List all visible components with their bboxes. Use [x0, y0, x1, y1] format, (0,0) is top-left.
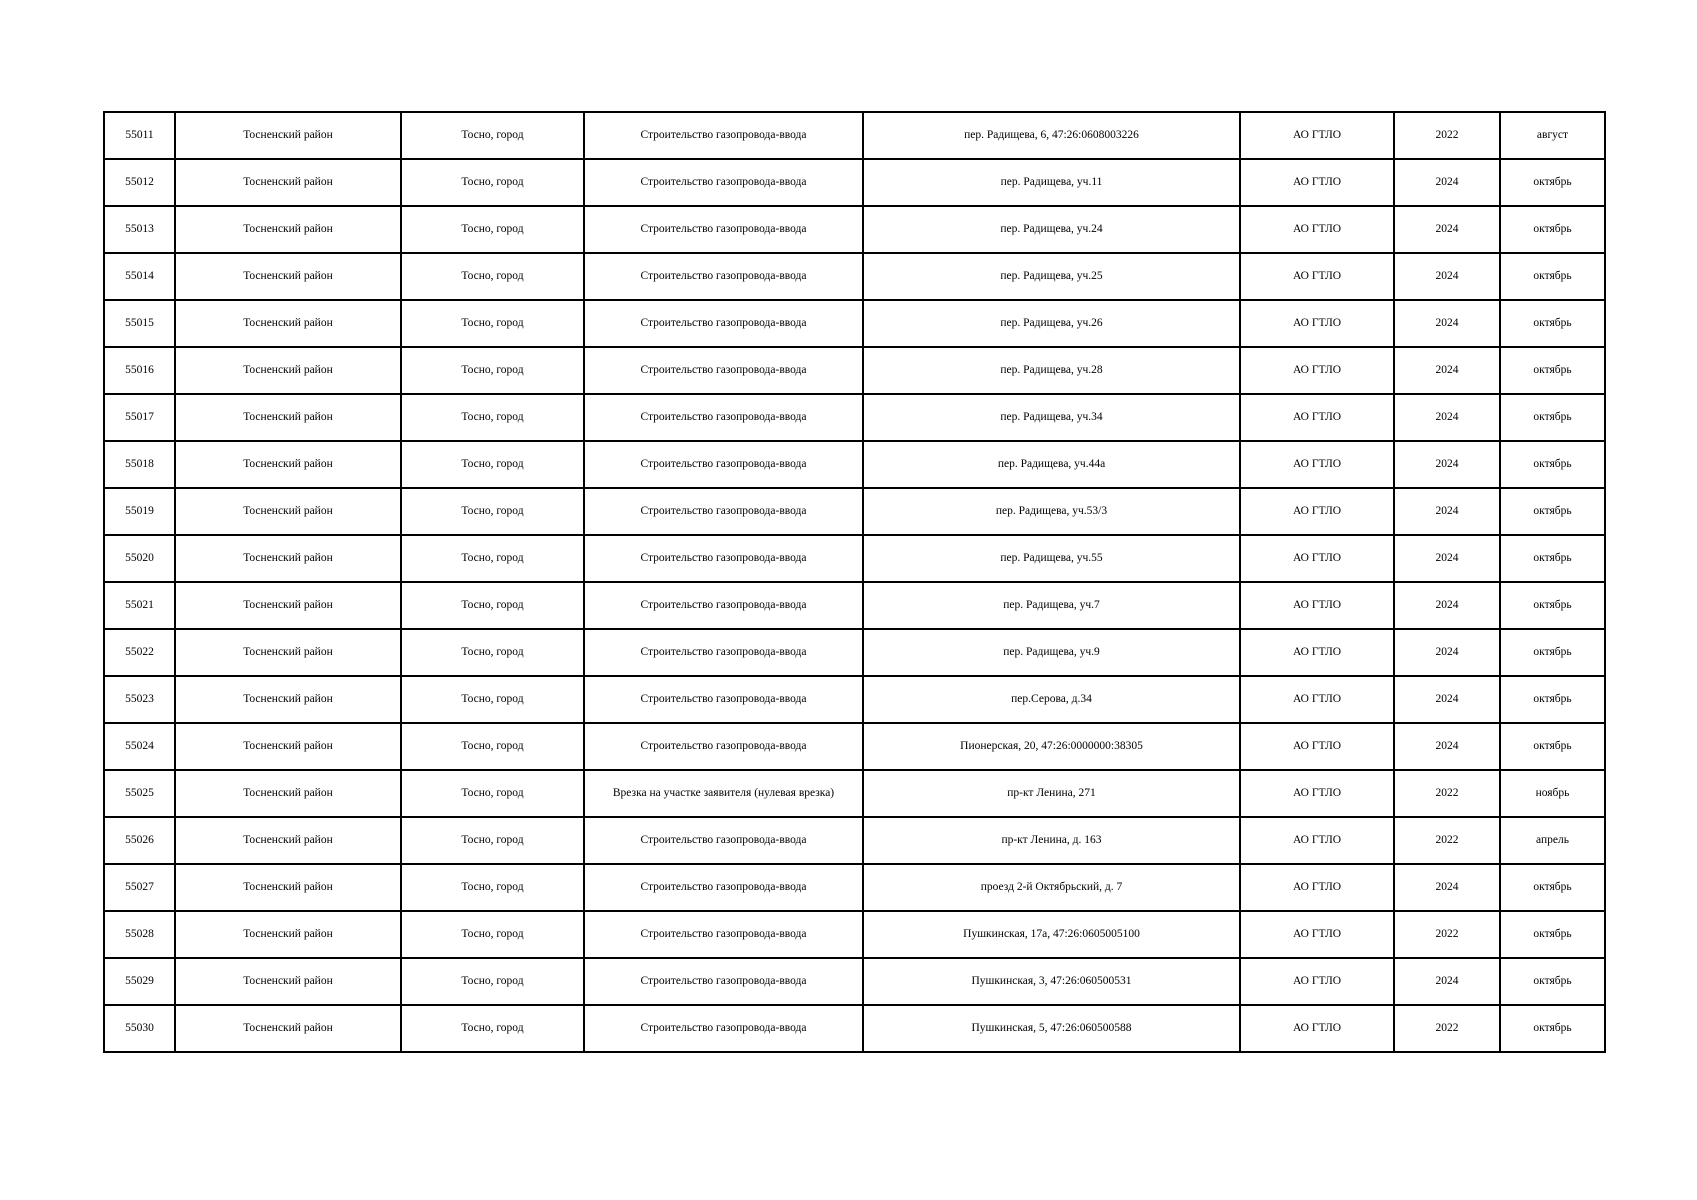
work-type-cell: Строительство газопровода-ввода — [584, 441, 863, 488]
city-cell: Тосно, город — [401, 629, 584, 676]
year-cell: 2022 — [1394, 1005, 1500, 1052]
table-row — [104, 535, 1605, 582]
id-cell: 55029 — [104, 958, 175, 1005]
work-type-cell: Строительство газопровода-ввода — [584, 582, 863, 629]
id-cell: 55026 — [104, 817, 175, 864]
year-cell: 2024 — [1394, 958, 1500, 1005]
city-cell: Тосно, город — [401, 535, 584, 582]
year-cell: 2024 — [1394, 441, 1500, 488]
table-row — [104, 206, 1605, 253]
organization-cell: АО ГТЛО — [1240, 441, 1394, 488]
address-cell: пер. Радищева, уч.7 — [863, 582, 1240, 629]
work-type-cell: Строительство газопровода-ввода — [584, 488, 863, 535]
address-cell: пер. Радищева, уч.55 — [863, 535, 1240, 582]
city-cell: Тосно, город — [401, 770, 584, 817]
month-cell: октябрь — [1500, 629, 1605, 676]
address-cell: пр-кт Ленина, д. 163 — [863, 817, 1240, 864]
table-row — [104, 911, 1605, 958]
table-row — [104, 676, 1605, 723]
city-cell: Тосно, город — [401, 676, 584, 723]
id-cell: 55027 — [104, 864, 175, 911]
organization-cell: АО ГТЛО — [1240, 817, 1394, 864]
organization-cell: АО ГТЛО — [1240, 676, 1394, 723]
city-cell: Тосно, город — [401, 347, 584, 394]
city-cell: Тосно, город — [401, 582, 584, 629]
address-cell: пер. Радищева, уч.53/3 — [863, 488, 1240, 535]
id-cell: 55013 — [104, 206, 175, 253]
work-type-cell: Строительство газопровода-ввода — [584, 817, 863, 864]
work-type-cell: Строительство газопровода-ввода — [584, 347, 863, 394]
city-cell: Тосно, город — [401, 159, 584, 206]
table-row — [104, 394, 1605, 441]
address-cell: пер. Радищева, уч.25 — [863, 253, 1240, 300]
organization-cell: АО ГТЛО — [1240, 112, 1394, 159]
table-row — [104, 864, 1605, 911]
organization-cell: АО ГТЛО — [1240, 535, 1394, 582]
table-row — [104, 582, 1605, 629]
address-cell: проезд 2-й Октябрьский, д. 7 — [863, 864, 1240, 911]
year-cell: 2022 — [1394, 911, 1500, 958]
year-cell: 2024 — [1394, 300, 1500, 347]
month-cell: октябрь — [1500, 723, 1605, 770]
address-cell: Пушкинская, 5, 47:26:060500588 — [863, 1005, 1240, 1052]
organization-cell: АО ГТЛО — [1240, 629, 1394, 676]
organization-cell: АО ГТЛО — [1240, 159, 1394, 206]
work-type-cell: Строительство газопровода-ввода — [584, 535, 863, 582]
address-cell: пер. Радищева, уч.28 — [863, 347, 1240, 394]
id-cell: 55022 — [104, 629, 175, 676]
year-cell: 2024 — [1394, 488, 1500, 535]
work-type-cell: Строительство газопровода-ввода — [584, 911, 863, 958]
city-cell: Тосно, город — [401, 1005, 584, 1052]
work-type-cell: Строительство газопровода-ввода — [584, 958, 863, 1005]
year-cell: 2024 — [1394, 347, 1500, 394]
address-cell: пер. Радищева, уч.44а — [863, 441, 1240, 488]
month-cell: октябрь — [1500, 864, 1605, 911]
table-row — [104, 1005, 1605, 1052]
year-cell: 2024 — [1394, 535, 1500, 582]
table-row — [104, 488, 1605, 535]
city-cell: Тосно, город — [401, 112, 584, 159]
month-cell: октябрь — [1500, 958, 1605, 1005]
city-cell: Тосно, город — [401, 864, 584, 911]
city-cell: Тосно, город — [401, 723, 584, 770]
month-cell: октябрь — [1500, 159, 1605, 206]
work-type-cell: Строительство газопровода-ввода — [584, 112, 863, 159]
work-type-cell: Строительство газопровода-ввода — [584, 629, 863, 676]
year-cell: 2024 — [1394, 629, 1500, 676]
id-cell: 55011 — [104, 112, 175, 159]
city-cell: Тосно, город — [401, 488, 584, 535]
organization-cell: АО ГТЛО — [1240, 723, 1394, 770]
year-cell: 2022 — [1394, 817, 1500, 864]
city-cell: Тосно, город — [401, 253, 584, 300]
district-cell: Тосненский район — [175, 206, 401, 253]
gasification-table — [103, 111, 1606, 1053]
district-cell: Тосненский район — [175, 300, 401, 347]
month-cell: октябрь — [1500, 911, 1605, 958]
work-type-cell: Строительство газопровода-ввода — [584, 394, 863, 441]
id-cell: 55028 — [104, 911, 175, 958]
district-cell: Тосненский район — [175, 535, 401, 582]
id-cell: 55014 — [104, 253, 175, 300]
year-cell: 2022 — [1394, 770, 1500, 817]
district-cell: Тосненский район — [175, 770, 401, 817]
work-type-cell: Строительство газопровода-ввода — [584, 253, 863, 300]
year-cell: 2024 — [1394, 253, 1500, 300]
city-cell: Тосно, город — [401, 911, 584, 958]
city-cell: Тосно, город — [401, 441, 584, 488]
month-cell: октябрь — [1500, 300, 1605, 347]
address-cell: пер. Радищева, уч.34 — [863, 394, 1240, 441]
district-cell: Тосненский район — [175, 864, 401, 911]
year-cell: 2024 — [1394, 394, 1500, 441]
id-cell: 55018 — [104, 441, 175, 488]
month-cell: октябрь — [1500, 535, 1605, 582]
address-cell: пер. Радищева, уч.9 — [863, 629, 1240, 676]
id-cell: 55021 — [104, 582, 175, 629]
work-type-cell: Врезка на участке заявителя (нулевая врезка) — [584, 770, 863, 817]
address-cell: Пушкинская, 3, 47:26:060500531 — [863, 958, 1240, 1005]
district-cell: Тосненский район — [175, 441, 401, 488]
month-cell: октябрь — [1500, 676, 1605, 723]
district-cell: Тосненский район — [175, 911, 401, 958]
organization-cell: АО ГТЛО — [1240, 911, 1394, 958]
organization-cell: АО ГТЛО — [1240, 206, 1394, 253]
organization-cell: АО ГТЛО — [1240, 582, 1394, 629]
month-cell: октябрь — [1500, 206, 1605, 253]
id-cell: 55017 — [104, 394, 175, 441]
work-type-cell: Строительство газопровода-ввода — [584, 676, 863, 723]
month-cell: октябрь — [1500, 347, 1605, 394]
address-cell: пер. Радищева, уч.11 — [863, 159, 1240, 206]
organization-cell: АО ГТЛО — [1240, 253, 1394, 300]
month-cell: апрель — [1500, 817, 1605, 864]
district-cell: Тосненский район — [175, 723, 401, 770]
month-cell: октябрь — [1500, 394, 1605, 441]
id-cell: 55015 — [104, 300, 175, 347]
work-type-cell: Строительство газопровода-ввода — [584, 1005, 863, 1052]
year-cell: 2024 — [1394, 676, 1500, 723]
table-row — [104, 629, 1605, 676]
district-cell: Тосненский район — [175, 629, 401, 676]
district-cell: Тосненский район — [175, 582, 401, 629]
id-cell: 55020 — [104, 535, 175, 582]
id-cell: 55030 — [104, 1005, 175, 1052]
table-row — [104, 159, 1605, 206]
work-type-cell: Строительство газопровода-ввода — [584, 300, 863, 347]
organization-cell: АО ГТЛО — [1240, 300, 1394, 347]
district-cell: Тосненский район — [175, 1005, 401, 1052]
district-cell: Тосненский район — [175, 958, 401, 1005]
table-row — [104, 817, 1605, 864]
id-cell: 55025 — [104, 770, 175, 817]
city-cell: Тосно, город — [401, 206, 584, 253]
organization-cell: АО ГТЛО — [1240, 864, 1394, 911]
address-cell: пер. Радищева, 6, 47:26:0608003226 — [863, 112, 1240, 159]
work-type-cell: Строительство газопровода-ввода — [584, 206, 863, 253]
organization-cell: АО ГТЛО — [1240, 488, 1394, 535]
year-cell: 2022 — [1394, 112, 1500, 159]
month-cell: ноябрь — [1500, 770, 1605, 817]
organization-cell: АО ГТЛО — [1240, 958, 1394, 1005]
organization-cell: АО ГТЛО — [1240, 770, 1394, 817]
city-cell: Тосно, город — [401, 300, 584, 347]
district-cell: Тосненский район — [175, 112, 401, 159]
district-cell: Тосненский район — [175, 253, 401, 300]
work-type-cell: Строительство газопровода-ввода — [584, 159, 863, 206]
address-cell: пер.Серова, д.34 — [863, 676, 1240, 723]
district-cell: Тосненский район — [175, 676, 401, 723]
month-cell: октябрь — [1500, 488, 1605, 535]
district-cell: Тосненский район — [175, 159, 401, 206]
district-cell: Тосненский район — [175, 488, 401, 535]
year-cell: 2024 — [1394, 159, 1500, 206]
year-cell: 2024 — [1394, 206, 1500, 253]
organization-cell: АО ГТЛО — [1240, 1005, 1394, 1052]
month-cell: август — [1500, 112, 1605, 159]
address-cell: Пушкинская, 17а, 47:26:0605005100 — [863, 911, 1240, 958]
district-cell: Тосненский район — [175, 394, 401, 441]
district-cell: Тосненский район — [175, 347, 401, 394]
table-row — [104, 347, 1605, 394]
work-type-cell: Строительство газопровода-ввода — [584, 864, 863, 911]
address-cell: пр-кт Ленина, 271 — [863, 770, 1240, 817]
city-cell: Тосно, город — [401, 958, 584, 1005]
table-body — [104, 112, 1605, 1052]
year-cell: 2024 — [1394, 864, 1500, 911]
id-cell: 55023 — [104, 676, 175, 723]
table-row — [104, 253, 1605, 300]
table-row — [104, 300, 1605, 347]
month-cell: октябрь — [1500, 253, 1605, 300]
organization-cell: АО ГТЛО — [1240, 394, 1394, 441]
month-cell: октябрь — [1500, 582, 1605, 629]
id-cell: 55024 — [104, 723, 175, 770]
id-cell: 55016 — [104, 347, 175, 394]
table-row — [104, 112, 1605, 159]
year-cell: 2024 — [1394, 723, 1500, 770]
address-cell: пер. Радищева, уч.26 — [863, 300, 1240, 347]
address-cell: пер. Радищева, уч.24 — [863, 206, 1240, 253]
id-cell: 55012 — [104, 159, 175, 206]
work-type-cell: Строительство газопровода-ввода — [584, 723, 863, 770]
table-row — [104, 441, 1605, 488]
table-row — [104, 723, 1605, 770]
month-cell: октябрь — [1500, 441, 1605, 488]
table-row — [104, 958, 1605, 1005]
id-cell: 55019 — [104, 488, 175, 535]
year-cell: 2024 — [1394, 582, 1500, 629]
table-row — [104, 770, 1605, 817]
month-cell: октябрь — [1500, 1005, 1605, 1052]
organization-cell: АО ГТЛО — [1240, 347, 1394, 394]
address-cell: Пионерская, 20, 47:26:0000000:38305 — [863, 723, 1240, 770]
district-cell: Тосненский район — [175, 817, 401, 864]
city-cell: Тосно, город — [401, 394, 584, 441]
city-cell: Тосно, город — [401, 817, 584, 864]
